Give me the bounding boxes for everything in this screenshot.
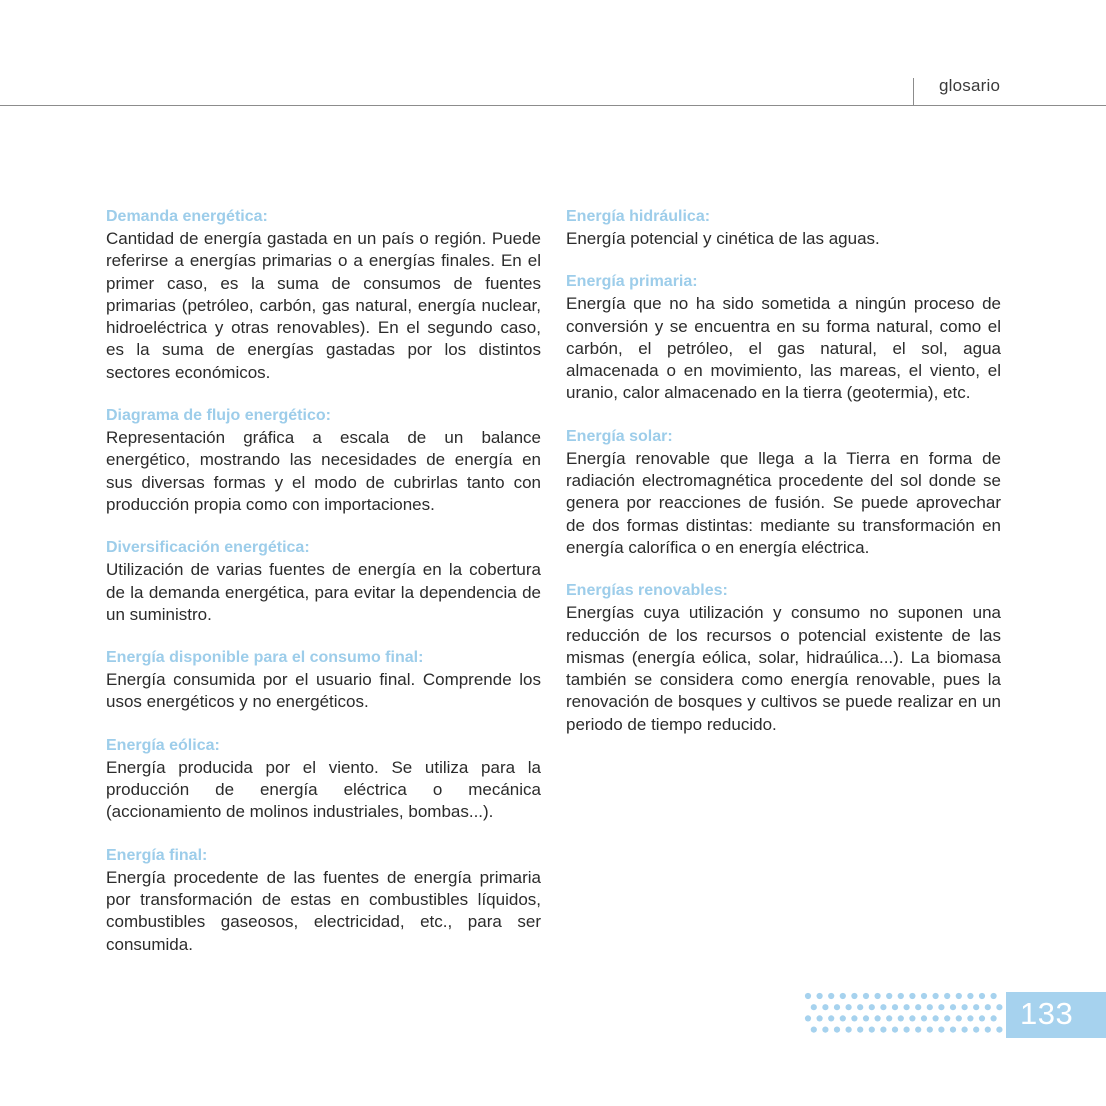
decorative-dot — [915, 1004, 921, 1010]
glossary-entry — [106, 537, 541, 626]
decorative-dot — [956, 1015, 962, 1021]
glossary-term: Energía primaria: — [566, 273, 698, 291]
decorative-dot — [904, 1027, 910, 1033]
decorative-dot — [840, 1015, 846, 1021]
header-divider — [913, 78, 914, 105]
decorative-dot — [834, 1027, 840, 1033]
glossary-definition: Energía renovable que llega a la Tierra en forma de radiación electromagnética procedente del sol donde se genera por reacciones de fusión. Se puede aprovechar de dos formas distintas: mediante su transformación en energía calorífica o en energía eléctrica. — [566, 448, 1001, 557]
decorative-dot — [938, 1004, 944, 1010]
glossary-term: Energía final: — [106, 846, 208, 864]
decorative-dot — [973, 1004, 979, 1010]
decorative-dot — [805, 1015, 811, 1021]
decorative-dot — [811, 1004, 817, 1010]
decorative-dot — [967, 1015, 973, 1021]
decorative-dot — [967, 993, 973, 999]
decorative-dot — [857, 1027, 863, 1033]
glossary-entry — [106, 647, 541, 714]
decorative-dot — [863, 993, 869, 999]
decorative-dot — [909, 1015, 915, 1021]
glossary-definition: Energía que no ha sido sometida a ningún proceso de conversión y se encuentra en su forma natural, como el carbón, el petróleo, el gas natural, el sol, agua almacenada o en movimiento, las mareas, el viento, el uranio, calor almacenado en la tierra (geotermia), etc. — [566, 294, 1001, 403]
decorative-dot — [962, 1004, 968, 1010]
glossary-entry — [106, 735, 541, 824]
decorative-dot — [996, 1004, 1002, 1010]
decorative-dot — [921, 993, 927, 999]
glossary-definition: Energía procedente de las fuentes de energía primaria por transformación de estas en combustibles líquidos, combustibles gaseosos, electricidad, etc., para ser consumida. — [106, 867, 541, 954]
decorative-dot — [944, 1015, 950, 1021]
decorative-dot — [979, 1015, 985, 1021]
glossary-entry — [566, 206, 1001, 250]
glossary-term: Demanda energética: — [106, 208, 268, 225]
decorative-dot — [886, 1015, 892, 1021]
decorative-dot — [886, 993, 892, 999]
decorative-dot — [822, 1027, 828, 1033]
glossary-definition: Energía producida por el viento. Se utiliza para la producción de energía eléctrica o mecánica (accionamiento de molinos industriales, bombas...). — [106, 757, 541, 822]
decorative-dot — [938, 1027, 944, 1033]
decorative-dot — [933, 993, 939, 999]
page-number: 133 — [1020, 996, 1074, 1031]
decorative-dot — [991, 993, 997, 999]
decorative-dot — [950, 1004, 956, 1010]
decorative-dot — [817, 1015, 823, 1021]
decorative-dot — [846, 1027, 852, 1033]
decorative-dot — [851, 1015, 857, 1021]
decorative-dot — [933, 1015, 939, 1021]
decorative-dot — [927, 1027, 933, 1033]
glossary-term: Energía solar: — [566, 427, 673, 445]
decorative-dot — [857, 1004, 863, 1010]
glossary-term: Energía disponible para el consumo final: — [106, 649, 424, 667]
decorative-dot — [817, 993, 823, 999]
decorative-dot — [805, 993, 811, 999]
glossary-column-right — [566, 206, 1001, 757]
decorative-dot — [985, 1027, 991, 1033]
decorative-dot — [863, 1015, 869, 1021]
decorative-dot — [921, 1015, 927, 1021]
decorative-dot — [869, 1004, 875, 1010]
glossary-entry — [566, 580, 1001, 736]
glossary-entry — [106, 405, 541, 516]
decorative-dot — [979, 993, 985, 999]
decorative-dot — [973, 1027, 979, 1033]
decorative-dot — [996, 1027, 1002, 1033]
glossary-definition: Utilización de varias fuentes de energía en la cobertura de la demanda energética, para evitar la dependencia de un suministro. — [106, 560, 541, 624]
decorative-dot — [904, 1004, 910, 1010]
glossary-definition: Cantidad de energía gastada en un país o región. Puede referirse a energías primarias o a energías finales. En el primer caso, es la suma de consumos de fuentes primarias (petróleo, carbón, gas natural, energía nuclear, hidroeléctrica y otras renovables). En el segundo caso, es la suma de energías gastadas por los distintos sectores económicos. — [106, 229, 541, 382]
decorative-dot — [828, 993, 834, 999]
decorative-dot — [875, 1015, 881, 1021]
decorative-dot — [944, 993, 950, 999]
decorative-dot — [962, 1027, 968, 1033]
glossary-term: Diagrama de flujo energético: — [106, 407, 331, 425]
decorative-dot — [869, 1027, 875, 1033]
decorative-dot — [851, 993, 857, 999]
decorative-dot — [892, 1027, 898, 1033]
glossary-term: Energía hidráulica: — [566, 208, 711, 225]
glossary-definition: Representación gráfica a escala de un balance energético, mostrando las necesidades de energía en sus diversas formas y el modo de cubrirlas tanto con producción propia como con importaciones. — [106, 428, 541, 514]
decorative-dot — [892, 1004, 898, 1010]
decorative-dot — [846, 1004, 852, 1010]
decorative-dot — [875, 993, 881, 999]
decorative-dot — [811, 1027, 817, 1033]
decorative-dot — [898, 993, 904, 999]
dot-pattern-decoration — [804, 992, 1004, 1040]
decorative-dot — [991, 1015, 997, 1021]
glossary-term: Energías renovables: — [566, 582, 728, 600]
glossary-term: Energía eólica: — [106, 736, 220, 754]
decorative-dot — [828, 1015, 834, 1021]
glossary-definition: Energías cuya utilización y consumo no suponen una reducción de los recursos o potencial existente de las mismas (energía eólica, solar, hidraúlica...). La biomasa también se considera como energía renovable, pues la renovación de bosques y cultivos se puede realizar en un periodo de tiempo reducido. — [566, 603, 1001, 734]
glossary-column-left — [106, 206, 541, 977]
decorative-dot — [840, 993, 846, 999]
decorative-dot — [880, 1027, 886, 1033]
decorative-dot — [950, 1027, 956, 1033]
glossary-term: Diversificación energética: — [106, 539, 310, 557]
decorative-dot — [834, 1004, 840, 1010]
decorative-dot — [985, 1004, 991, 1010]
glossary-entry — [106, 845, 541, 956]
decorative-dot — [915, 1027, 921, 1033]
glossary-definition: Energía consumida por el usuario final. Comprende los usos energéticos y no energéticos. — [106, 670, 541, 712]
header-rule — [0, 105, 1106, 106]
decorative-dot — [927, 1004, 933, 1010]
section-label: glosario — [939, 76, 1001, 95]
decorative-dot — [898, 1015, 904, 1021]
glossary-entry — [106, 206, 541, 384]
decorative-dot — [909, 993, 915, 999]
glossary-entry — [566, 426, 1001, 559]
decorative-dot — [956, 993, 962, 999]
decorative-dot — [880, 1004, 886, 1010]
decorative-dot — [822, 1004, 828, 1010]
glossary-entry — [566, 271, 1001, 404]
glossary-definition: Energía potencial y cinética de las aguas. — [566, 229, 880, 248]
